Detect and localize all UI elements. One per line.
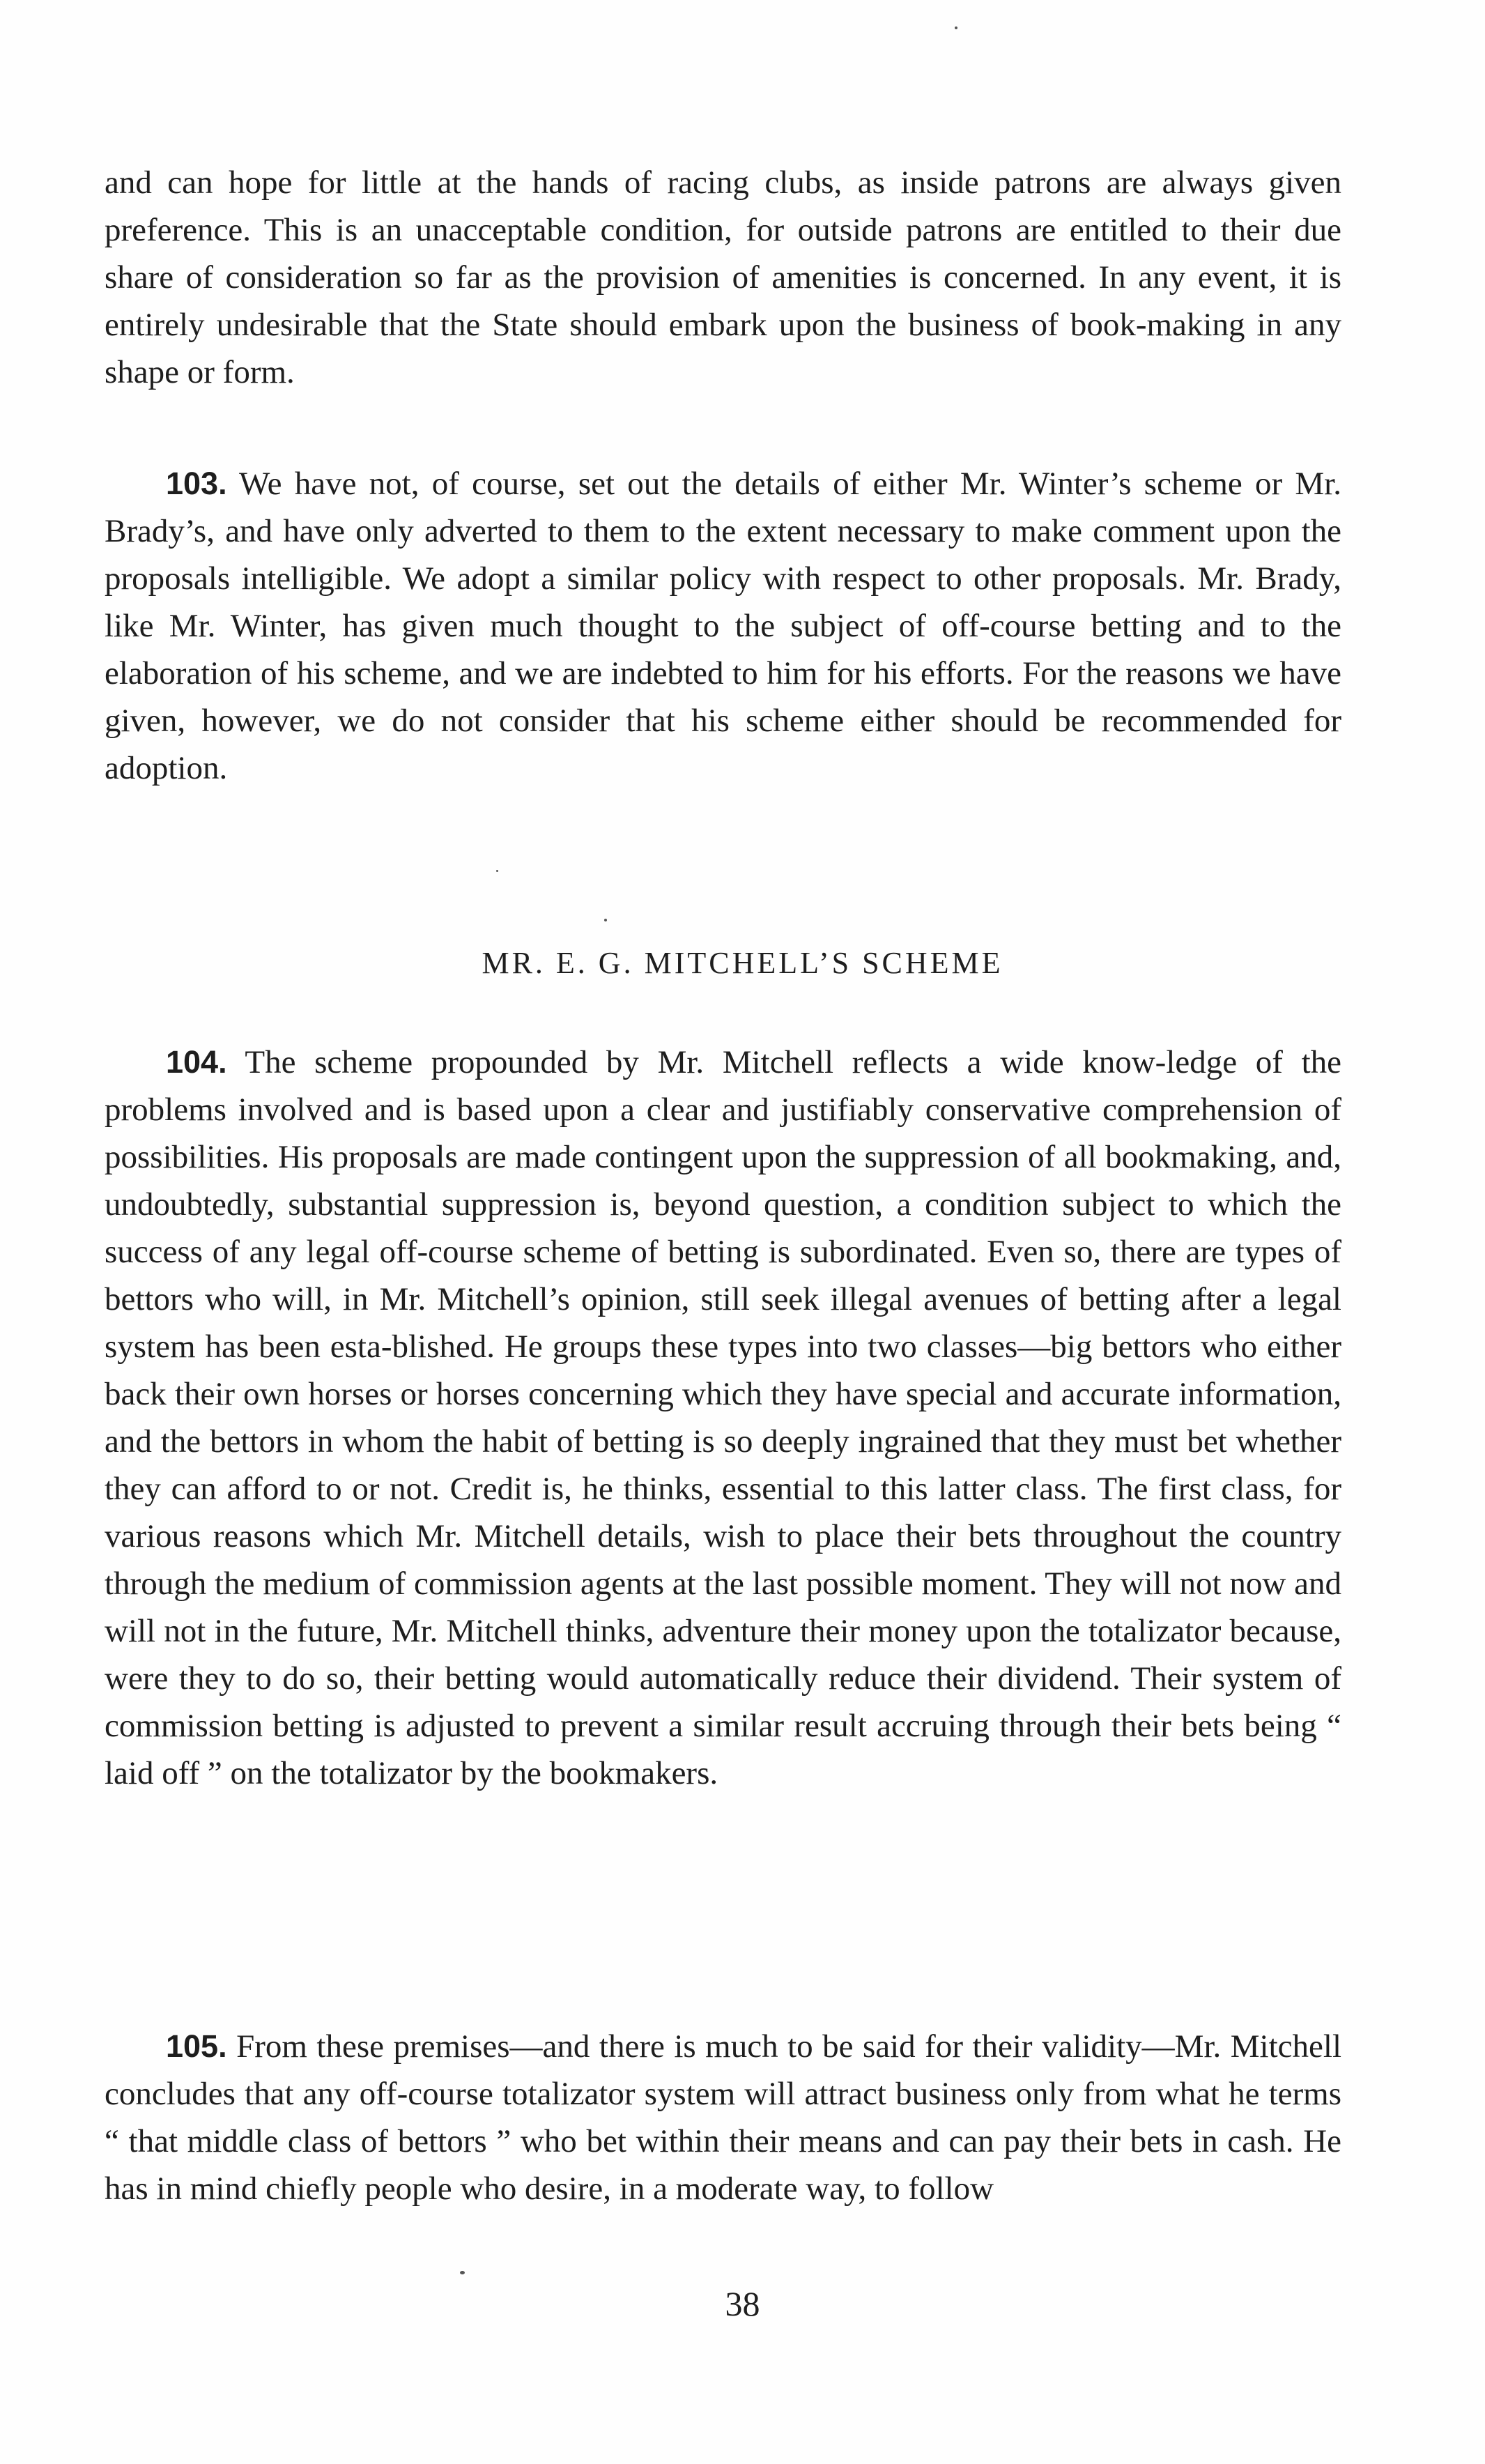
paragraph-104	[105, 1039, 1341, 1797]
print-speck	[496, 870, 498, 872]
paragraph-104-text: The scheme propounded by Mr. Mitchell reflects a wide know-ledge of the problems involved and is based upon a clear and justifiably conservative comprehension of possibilities. His proposals are made contingent upon the suppression of all bookmaking, and, undoubtedly, substantial suppression is, beyond question, a condition subject to which the success of any legal off-course scheme of betting is subordinated. Even so, there are types of bettors who will, in Mr. Mitchell’s opinion, still seek illegal avenues of betting after a legal system has been esta-blished. He groups these types into two classes—big bettors who either back their own horses or horses concerning which they have special and accurate information, and the bettors in whom the habit of betting is so deeply ingrained that they must bet whether they can afford to or not. Credit is, he thinks, essential to this latter class. The first class, for various reasons which Mr. Mitchell details, wish to place their bets throughout the country through the medium of commission agents at the last possible moment. They will not now and will not in the future, Mr. Mitchell thinks, adventure their money upon the totalizator because, were they to do so, their betting would automatically reduce their dividend. Their system of commission betting is adjusted to prevent a similar result accruing through their bets being “ laid off ” on the totalizator by the bookmakers.	[105, 1044, 1341, 1791]
paragraph-103-text: We have not, of course, set out the details of either Mr. Winter’s scheme or Mr. Brady’s, and have only adverted to them to the extent necessary to make comment upon the proposals intelligible. We adopt a similar policy with respect to other proposals. Mr. Brady, like Mr. Winter, has given much thought to the subject of off-course betting and to the elaboration of his scheme, and we are indebted to him for his efforts. For the reasons we have given, however, we do not consider that his scheme either should be recommended for adoption.	[105, 466, 1341, 786]
paragraph-continuation	[105, 159, 1341, 396]
page-number: 38	[725, 2284, 760, 2323]
print-speck	[604, 919, 607, 921]
paragraph-105-text: From these premises—and there is much to be said for their validity—Mr. Mitchell concludes that any off-course totalizator system will attract business only from what he terms “ that middle class of bettors ” who bet within their means and can pay their bets in cash. He has in mind chiefly people who desire, in a moderate way, to follow	[105, 2028, 1341, 2207]
paragraph-number-105: 105.	[166, 2028, 227, 2064]
print-speck	[460, 2271, 465, 2274]
paragraph-103	[105, 460, 1341, 792]
print-speck	[955, 26, 957, 29]
paragraph-number-103: 103.	[166, 466, 227, 501]
section-heading: MR. E. G. MITCHELL’S SCHEME	[482, 946, 1003, 980]
paragraph-104-body	[105, 1039, 1341, 1797]
paragraph-105	[105, 2023, 1341, 2212]
paragraph-continuation-text: and can hope for little at the hands of racing clubs, as inside patrons are always given preference. This is an unacceptable condition, for outside patrons are entitled to their due share of consideration so far as the provision of amenities is concerned. In any event, it is entirely undesirable that the State should embark upon the business of book-making in any shape or form.	[105, 164, 1341, 390]
paragraph-103-body	[105, 460, 1341, 792]
paragraph-105-body	[105, 2023, 1341, 2212]
paragraph-number-104: 104.	[166, 1044, 227, 1080]
